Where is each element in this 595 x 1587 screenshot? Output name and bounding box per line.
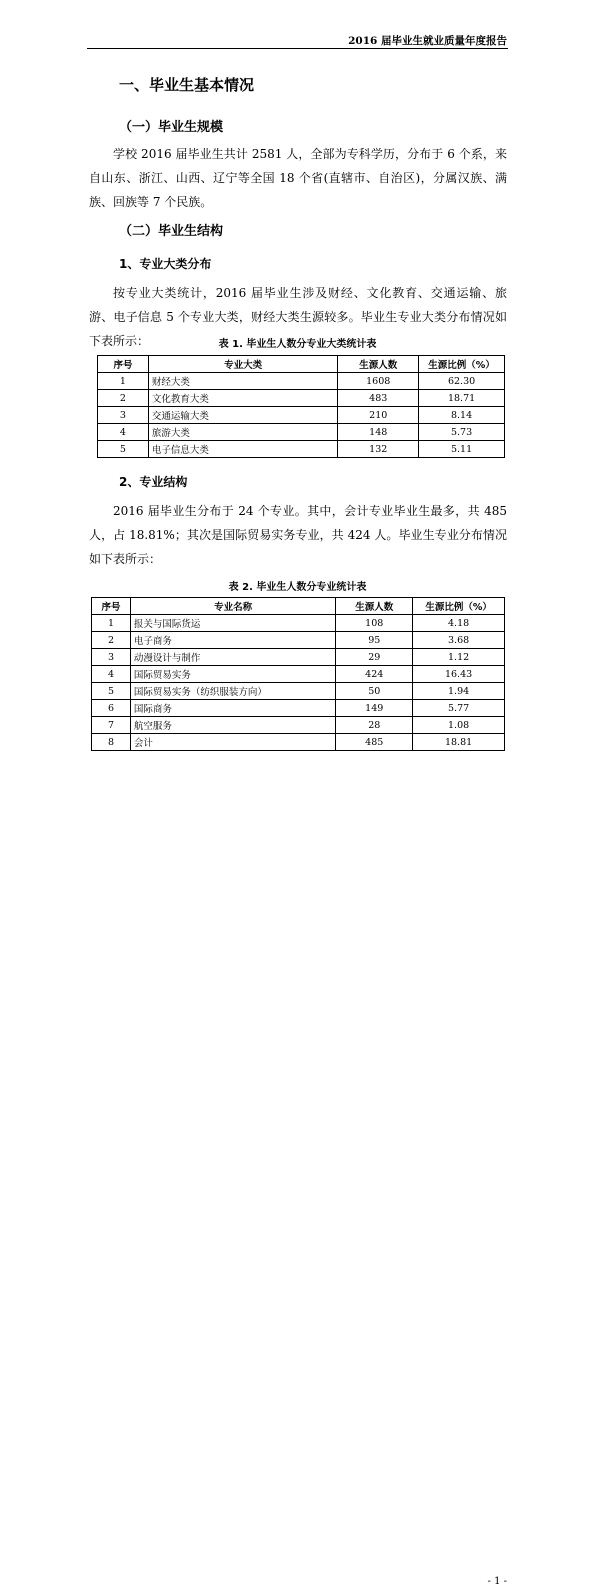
table-row <box>92 683 505 700</box>
row-index: 2 <box>92 632 131 649</box>
row-index: 8 <box>92 734 131 751</box>
row-ratio: 5.11 <box>419 441 505 458</box>
table-row <box>92 717 505 734</box>
row-ratio: 16.43 <box>413 666 505 683</box>
heading-major-category: 1、专业大类分布 <box>119 257 212 271</box>
column-header: 生源人数 <box>338 356 419 373</box>
row-ratio: 18.81 <box>413 734 505 751</box>
row-count: 424 <box>336 666 413 683</box>
row-index: 5 <box>98 441 149 458</box>
page-number: - 1 - <box>487 1576 507 1587</box>
scale-paragraph: 学校 2016 届毕业生共计 2581 人，全部为专科学历，分布于 6 个系，来自山东、浙江、山西、辽宁等全国 18 个省(直辖市、自治区)，分属汉族、满族、回族等 7 个民族。 <box>89 147 507 209</box>
row-ratio: 18.71 <box>419 390 505 407</box>
row-index: 2 <box>98 390 149 407</box>
row-name: 交通运输大类 <box>148 407 337 424</box>
row-count: 29 <box>336 649 413 666</box>
column-header: 生源比例（%） <box>413 598 505 615</box>
table-row <box>92 649 505 666</box>
table-row <box>92 615 505 632</box>
row-index: 7 <box>92 717 131 734</box>
row-ratio: 8.14 <box>419 407 505 424</box>
row-index: 3 <box>98 407 149 424</box>
row-name: 报关与国际货运 <box>130 615 335 632</box>
report-title: 2016 届毕业生就业质量年度报告 <box>348 35 507 47</box>
row-count: 210 <box>338 407 419 424</box>
major-structure-paragraph: 2016 届毕业生分布于 24 个专业。其中，会计专业毕业生最多，共 485 人，占 18.81%；其次是国际贸易实务专业，共 424 人。毕业生专业分布情况如下表所示： <box>89 504 507 566</box>
row-count: 95 <box>336 632 413 649</box>
row-name: 旅游大类 <box>148 424 337 441</box>
table-row <box>98 373 505 390</box>
row-count: 132 <box>338 441 419 458</box>
page-header <box>0 0 595 47</box>
row-count: 108 <box>336 615 413 632</box>
major-table <box>91 597 505 751</box>
row-ratio: 1.08 <box>413 717 505 734</box>
table-row <box>98 424 505 441</box>
row-name: 财经大类 <box>148 373 337 390</box>
column-header: 专业名称 <box>130 598 335 615</box>
row-index: 1 <box>92 615 131 632</box>
row-ratio: 1.12 <box>413 649 505 666</box>
row-count: 483 <box>338 390 419 407</box>
table-row <box>92 666 505 683</box>
major-category-table <box>97 355 505 458</box>
table-row <box>92 734 505 751</box>
header-divider <box>87 48 508 49</box>
row-name: 国际商务 <box>130 700 335 717</box>
table-header-row <box>92 598 505 615</box>
row-ratio: 5.73 <box>419 424 505 441</box>
subsection-heading-scale: （一）毕业生规模 <box>119 120 224 135</box>
row-index: 1 <box>98 373 149 390</box>
row-index: 6 <box>92 700 131 717</box>
column-header: 生源比例（%） <box>419 356 505 373</box>
row-index: 4 <box>92 666 131 683</box>
table1-caption: 表 1. 毕业生人数分专业大类统计表 <box>218 339 377 350</box>
row-count: 50 <box>336 683 413 700</box>
major-category-paragraph: 按专业大类统计，2016 届毕业生涉及财经、文化教育、交通运输、旅游、电子信息 5 个专业大类，财经大类生源较多。毕业生专业大类分布情况如下表所示： <box>89 286 507 348</box>
row-ratio: 3.68 <box>413 632 505 649</box>
row-count: 28 <box>336 717 413 734</box>
row-count: 149 <box>336 700 413 717</box>
row-count: 1608 <box>338 373 419 390</box>
table2-caption: 表 2. 毕业生人数分专业统计表 <box>228 582 367 593</box>
row-name: 航空服务 <box>130 717 335 734</box>
table-row <box>98 407 505 424</box>
column-header: 序号 <box>98 356 149 373</box>
row-name: 文化教育大类 <box>148 390 337 407</box>
subsection-heading-structure: （二）毕业生结构 <box>119 224 224 239</box>
row-index: 5 <box>92 683 131 700</box>
row-name: 电子信息大类 <box>148 441 337 458</box>
row-count: 485 <box>336 734 413 751</box>
column-header: 序号 <box>92 598 131 615</box>
table-header-row <box>98 356 505 373</box>
row-name: 会计 <box>130 734 335 751</box>
row-name: 动漫设计与制作 <box>130 649 335 666</box>
row-ratio: 4.18 <box>413 615 505 632</box>
heading-major-structure: 2、专业结构 <box>119 475 188 489</box>
row-index: 3 <box>92 649 131 666</box>
column-header: 生源人数 <box>336 598 413 615</box>
row-index: 4 <box>98 424 149 441</box>
row-count: 148 <box>338 424 419 441</box>
row-name: 国际贸易实务 <box>130 666 335 683</box>
row-name: 国际贸易实务（纺织服装方向） <box>130 683 335 700</box>
column-header: 专业大类 <box>148 356 337 373</box>
row-name: 电子商务 <box>130 632 335 649</box>
table-row <box>92 632 505 649</box>
row-ratio: 1.94 <box>413 683 505 700</box>
row-ratio: 62.30 <box>419 373 505 390</box>
table-row <box>98 390 505 407</box>
table-row <box>92 700 505 717</box>
section-heading: 一、毕业生基本情况 <box>119 76 255 94</box>
row-ratio: 5.77 <box>413 700 505 717</box>
page-footer <box>0 782 595 1587</box>
table-row <box>98 441 505 458</box>
